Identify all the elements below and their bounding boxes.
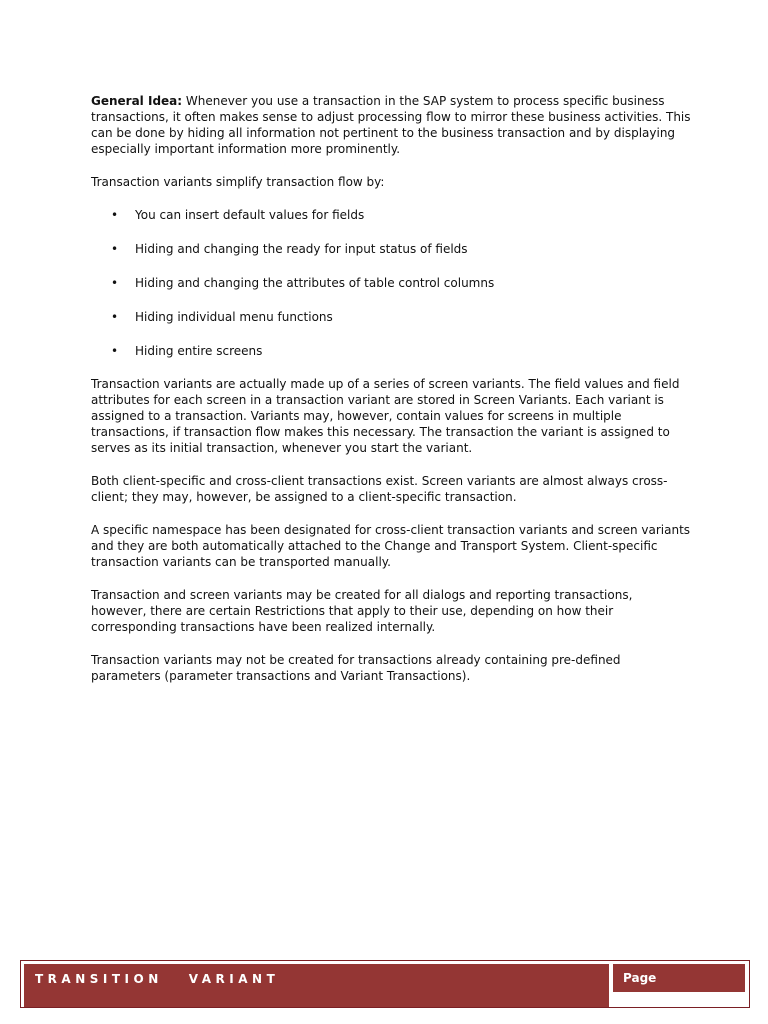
list-item-text: You can insert default values for fields [135, 208, 365, 222]
body-paragraph: Transaction variants are actually made up of a series of screen variants. The field values and field attributes for each screen in a transaction variant are stored in Screen Variants. Each variant is assigned to a transaction. Variants may, however, contain values for screens in multiple transactions, if transaction flow makes this necessary. The transaction the variant is assigned to serves as its initial transaction, whenever you start the variant. [91, 377, 680, 455]
simplify-heading: Transaction variants simplify transaction flow by: [91, 175, 385, 189]
bullet-icon: • [111, 310, 119, 324]
body-paragraph: Both client-specific and cross-client transactions exist. Screen variants are almost always cross-client; they may, however, be assigned to a client-specific transaction. [91, 474, 668, 504]
list-item [91, 343, 691, 359]
list-item [91, 309, 691, 325]
body-paragraph: A specific namespace has been designated for cross-client transaction variants and screen variants and they are both automatically attached to the Change and Transport System. Client-specific transaction variants can be transported manually. [91, 523, 691, 569]
body-paragraph: Transaction variants may not be created for transactions already containing pre-defined parameters (parameter transactions and Variant Transactions). [91, 653, 621, 683]
bullet-icon: • [111, 208, 119, 222]
bullet-icon: • [111, 242, 119, 256]
intro-text: Whenever you use a transaction in the SAP system to process specific business transactions, it often makes sense to adjust processing flow to mirror these business activities. This can be done by hiding all information not pertinent to the business transaction and by displaying especially important information more prominently. [91, 94, 691, 156]
list-item [91, 275, 691, 291]
footer-page-label: Page [623, 971, 657, 985]
feature-list [91, 207, 691, 359]
list-item [91, 241, 691, 257]
footer-page-box [613, 964, 745, 992]
intro-paragraph [91, 93, 691, 157]
footer-title: TRANSITION VARIANT [35, 972, 280, 986]
list-item-text: Hiding individual menu functions [135, 310, 333, 324]
footer-title-bar [24, 964, 609, 1007]
intro-label: General Idea: [91, 94, 183, 108]
bullet-icon: • [111, 344, 119, 358]
list-item-text: Hiding and changing the attributes of table control columns [135, 276, 495, 290]
list-item [91, 207, 691, 223]
body-paragraph: Transaction and screen variants may be created for all dialogs and reporting transactions, however, there are certain Restrictions that apply to their use, depending on how their corresponding transactions have been realized internally. [91, 588, 633, 634]
document-body [91, 93, 691, 701]
page-footer [20, 960, 750, 1008]
bullet-icon: • [111, 276, 119, 290]
list-item-text: Hiding and changing the ready for input status of fields [135, 242, 468, 256]
list-item-text: Hiding entire screens [135, 344, 263, 358]
